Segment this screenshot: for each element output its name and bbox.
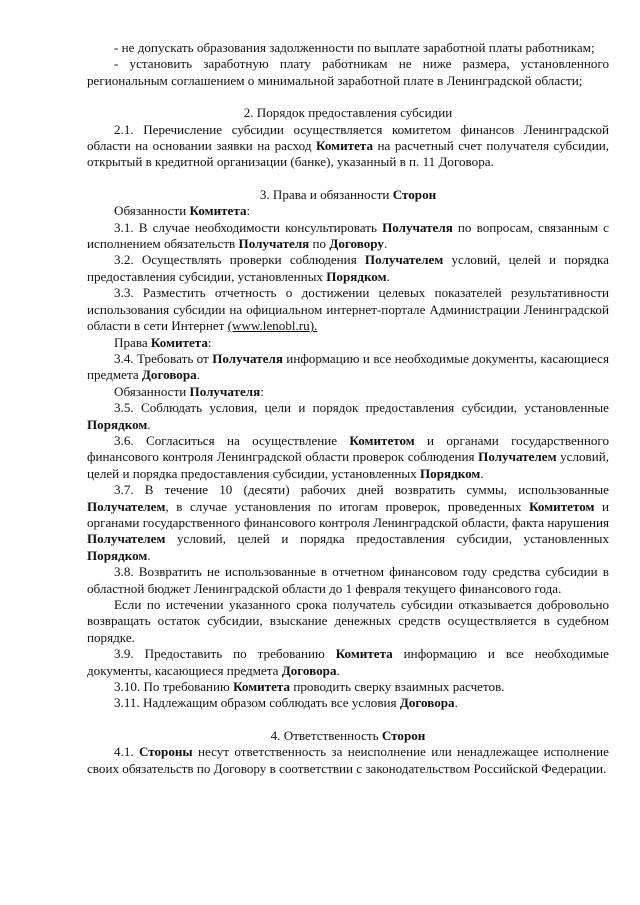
clause-3-8-continued: Если по истечении указанного срока получатель субсидии отказывается добровольно возвращать остаток субсидии, взыскание денежных средств осуществляется в судебном порядке. bbox=[87, 597, 609, 645]
clause-3-10: 3.10. По требованию Комитета проводить сверку взаимных расчетов. bbox=[114, 679, 505, 695]
clause-3-5: 3.5. Соблюдать условия, цели и порядок предоставления субсидии, установленные Порядком. bbox=[87, 400, 609, 432]
clause-4-1: 4.1. Стороны несут ответственность за неисполнение или ненадлежащее исполнение своих обязательств по Договору в соответствии с законодательством Российской Федерации. bbox=[87, 744, 609, 776]
clause-3-2: 3.2. Осуществлять проверки соблюдения Получателем условий, целей и порядка предоставления субсидии, установленных Порядком. bbox=[87, 252, 609, 284]
document-page bbox=[87, 40, 609, 777]
clause-2-1: 2.1. Перечисление субсидии осуществляется комитетом финансов Ленинградской области на основании заявки на расход Комитета на расчетный счет получателя субсидии, открытый в кредитной организации (банке), указанный в п. 11 Договора. bbox=[87, 121, 609, 170]
duties-recipient-label: Обязанности Получателя: bbox=[114, 383, 264, 399]
clause-3-6: 3.6. Согласиться на осуществление Комитетом и органами государственного финансового контроля Ленинградской области проверок соблюдения Получателем условий, целей и порядка предоставления субсидии, установленных Порядком. bbox=[87, 432, 609, 481]
clause-3-3: 3.3. Разместить отчетность о достижении целевых показателей результативности использования субсидии на официальном интернет-портале Администрации Ленинградской области в сети Интернет (www.lenobl.ru). bbox=[87, 285, 609, 334]
clause-3-4: 3.4. Требовать от Получателя информацию и все необходимые документы, касающиеся предмета Договора. bbox=[87, 350, 609, 383]
clause-3-8: 3.8. Возвратить не использованные в отчетном финансовом году средства субсидии в областной бюджет Ленинградской области до 1 февраля текущего финансового года. bbox=[87, 564, 609, 596]
duties-committee-label: Обязанности Комитета: bbox=[114, 203, 251, 219]
clause-3-11: 3.11. Надлежащим образом соблюдать все условия Договора. bbox=[114, 695, 458, 711]
lenobl-link[interactable]: (www.lenobl.ru). bbox=[227, 318, 318, 334]
clause-3-9: 3.9. Предоставить по требованию Комитета информацию и все необходимые документы, касающиеся предмета Договора. bbox=[87, 646, 609, 678]
intro-bullet-1: - не допускать образования задолженности по выплате заработной платы работникам; bbox=[114, 40, 595, 55]
clause-3-7: 3.7. В течение 10 (десяти) рабочих дней возвратить суммы, использованные Получателем, в случае установления по итогам проверок, проведенных Комитетом и органами государственного финансового контроля Ленинградской области, факта нарушения Получателем условий, целей и порядка предоставления субсидии, установленных Порядком. bbox=[87, 482, 610, 563]
section-2-heading: 2. Порядок предоставления субсидии bbox=[243, 105, 453, 121]
section-4-heading: 4. Ответственность Сторон bbox=[270, 727, 426, 743]
rights-committee-label: Права Комитета: bbox=[114, 334, 212, 350]
clause-3-1: 3.1. В случае необходимости консультировать Получателя по вопросам, связанным с исполнением обязательств Получателя по Договору. bbox=[87, 219, 609, 252]
section-3-heading: 3. Права и обязанности Сторон bbox=[259, 186, 437, 202]
intro-bullet-2: - установить заработную плату работникам не ниже размера, установленного региональным соглашением о минимальной заработной плате в Ленинградской области; bbox=[87, 56, 609, 88]
